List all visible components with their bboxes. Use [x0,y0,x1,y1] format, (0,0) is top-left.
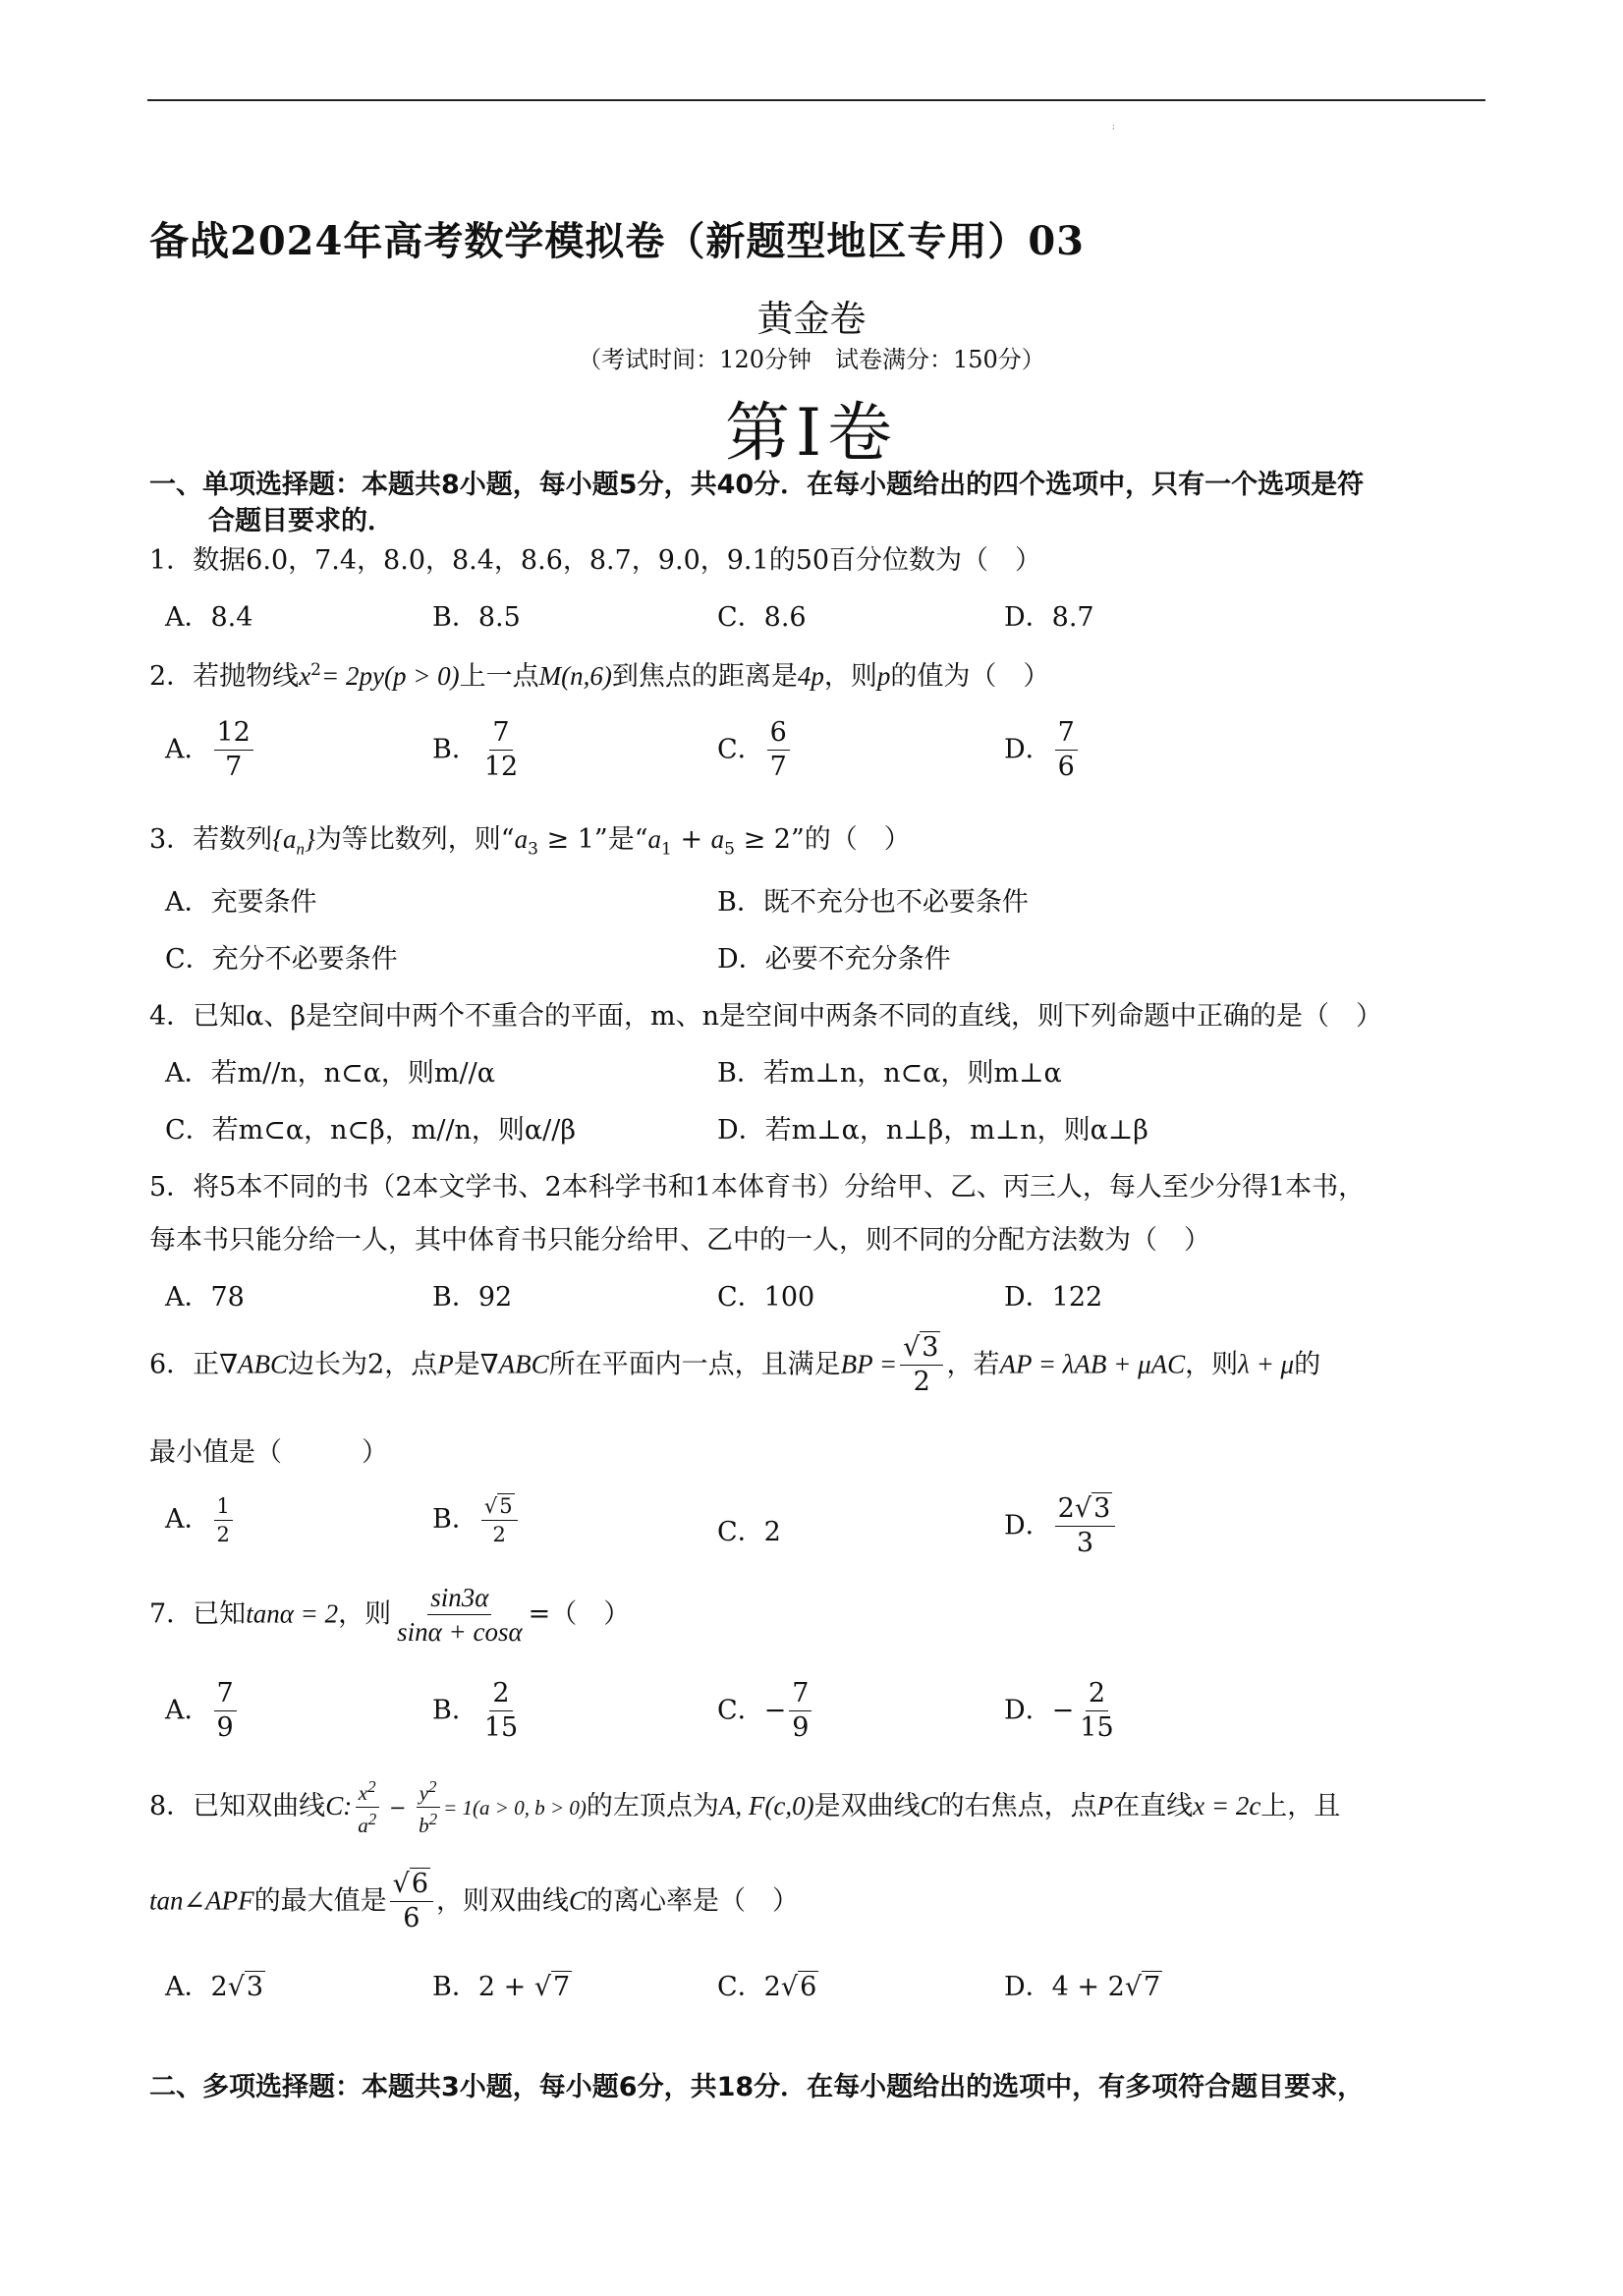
q1-option-c: C．8.6 [717,602,807,633]
volume-heading: 第Ⅰ卷 [724,395,899,471]
q6-option-d: D． $\frac{2√3}{3}$ [1004,1495,1118,1558]
question-1-stem: 1．数据6.0，7.4，8.0，8.4，8.6，8.7，9.0，9.1的50百分位数为（ ） [149,545,1042,576]
question-6-stem: 6．正∇ABC边长为2，点P是∇ABC所在平面内一点，且满足BP = $\frac{√3}{2}$ ，若AP = λAB + μAC，则λ + μ的 [149,1332,1321,1398]
q7-option-c: C．− $\frac{7}{9}$ [717,1680,814,1743]
q4-option-a: A．若m//n，n⊂α，则m//α [165,1058,495,1089]
q5-option-b: B．92 [432,1282,513,1313]
q8-option-b: B．2 + √7 [432,1972,571,2002]
q6-option-b: B． $\frac{√5}{2}$ [432,1495,521,1545]
q8-option-a: A．2√3 [165,1972,264,2002]
q1-option-a: A．8.4 [165,602,253,633]
q5-option-d: D．122 [1004,1282,1103,1313]
q6-option-a: A． $\frac{1}{2}$ [165,1495,236,1545]
q1-option-b: B．8.5 [432,602,521,633]
question-8-stem-cont: tan∠APF的最大值是 $\frac{√6}{6}$ ，则双曲线C的离心率是（ ） [149,1869,800,1934]
q7-option-d: D．− $\frac{2}{15}$ [1004,1678,1114,1744]
question-5-stem-cont: 每本书只能分给一人，其中体育书只能分给甲、乙中的一人，则不同的分配方法数为（ ） [149,1225,1210,1256]
section-heading-single: 一、单项选择题：本题共8小题，每小题5分，共40分．在每小题给出的四个选项中，只有一个选项是符 [149,470,1365,500]
page-mark: ; [1112,122,1116,132]
q4-option-c: C．若m⊂α，n⊂β，m//n，则α//β [165,1115,576,1146]
question-3-stem: 3．若数列$\{a_n\}$为等比数列，则“$a_3 \ge 1$”是“$a_1 + a_5 \ge 2$”的（ ） [149,824,911,860]
question-8-stem: 8．已知双曲线C: $\frac{x^2}{a^2}$ − $\frac{y^2}{b^2}$ = 1(a > 0, b > 0)的左顶点为A, F(c,0)是双曲线C的右焦点，点P在直线x = 2c上，且 [149,1777,1341,1838]
document-subtitle: 黄金卷 [756,298,867,340]
q1-option-d: D．8.7 [1004,602,1094,633]
q8-option-c: C．2√6 [717,1972,817,2002]
q3-option-c: C．充分不必要条件 [165,944,398,975]
q5-option-a: A．78 [165,1282,245,1313]
q5-option-c: C．100 [717,1282,815,1313]
q2-option-a: A． $\frac{12}{7}$ [165,719,256,782]
q4-option-b: B．若m⊥n，n⊂α，则m⊥α [717,1058,1062,1089]
section-heading-multi: 二、多项选择题：本题共3小题，每小题6分，共18分．在每小题给出的选项中，有多项符合题目要求， [149,2072,1365,2102]
q6-option-c: C．2 [717,1517,781,1547]
question-2-stem: 2．若抛物线$x^2= 2py(p > 0)$上一点M(n,6)到焦点的距离是4p，则p的值为（ ） [149,660,1050,692]
question-4-stem: 4．已知α、β是空间中两个不重合的平面，m、n是空间中两条不同的直线，则下列命题中正确的是（ ） [149,1001,1383,1032]
q2-option-d: D． $\frac{7}{6}$ [1004,719,1081,782]
q3-option-b: B．既不充分也不必要条件 [717,887,1029,918]
q4-option-d: D．若m⊥α，n⊥β，m⊥n，则α⊥β [717,1115,1148,1146]
q3-option-d: D．必要不充分条件 [717,944,951,975]
q3-option-a: A．充要条件 [165,887,317,918]
q7-option-b: B． $\frac{2}{15}$ [432,1678,519,1744]
exam-info: （考试时间：120分钟 试卷满分：150分） [578,346,1045,373]
question-5-stem: 5．将5本不同的书（2本文学书、2本科学书和1本体育书）分给甲、乙、丙三人，每人至少分得1本书， [149,1172,1366,1203]
header-rule [147,99,1485,101]
question-6-stem-cont: 最小值是（ ） [149,1437,388,1468]
document-title: 备战2024年高考数学模拟卷（新题型地区专用）03 [149,218,1085,264]
section-heading-single-cont: 合题目要求的． [208,506,394,536]
q8-option-d: D．4 + 2√7 [1004,1972,1161,2002]
q7-option-a: A． $\frac{7}{9}$ [165,1680,240,1743]
question-7-stem: 7．已知tanα = 2，则 $\frac{\sin 3\alpha}{\sin\alpha + \cos\alpha}$ =（ ） [149,1583,631,1648]
q2-option-c: C． $\frac{6}{7}$ [717,719,793,782]
q2-option-b: B． $\frac{7}{12}$ [432,717,519,783]
